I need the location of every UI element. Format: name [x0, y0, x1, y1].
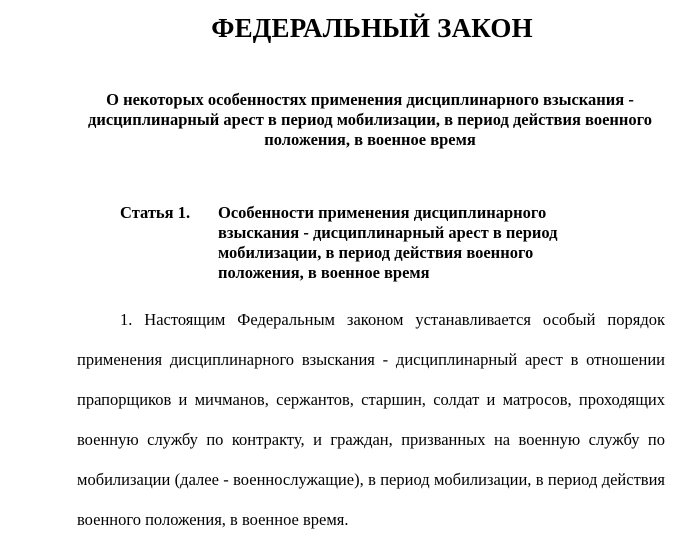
- article-heading: Особенности применения дисциплинарного взыскания - дисциплинарный арест в период мобилизации, в период действия военного положения, в военное время: [218, 203, 558, 282]
- law-subtitle: О некоторых особенностях применения дисциплинарного взыскания - дисциплинарный арест в период мобилизации, в период действия военного положения, в военное время: [88, 90, 652, 149]
- article-paragraph-1: 1. Настоящим Федеральным законом устанавливается особый порядок применения дисциплинарного взыскания - дисциплинарный арест в отношении прапорщиков и мичманов, сержантов, старшин, солдат и матросов, проходящих военную службу по контракту, и граждан, призванных на военную службу по мобилизации (далее - военнослужащие), в период мобилизации, в период действия военного положения, в военное время.: [77, 310, 665, 529]
- law-title: ФЕДЕРАЛЬНЫЙ ЗАКОН: [211, 13, 533, 43]
- article-label: Статья 1.: [120, 203, 191, 222]
